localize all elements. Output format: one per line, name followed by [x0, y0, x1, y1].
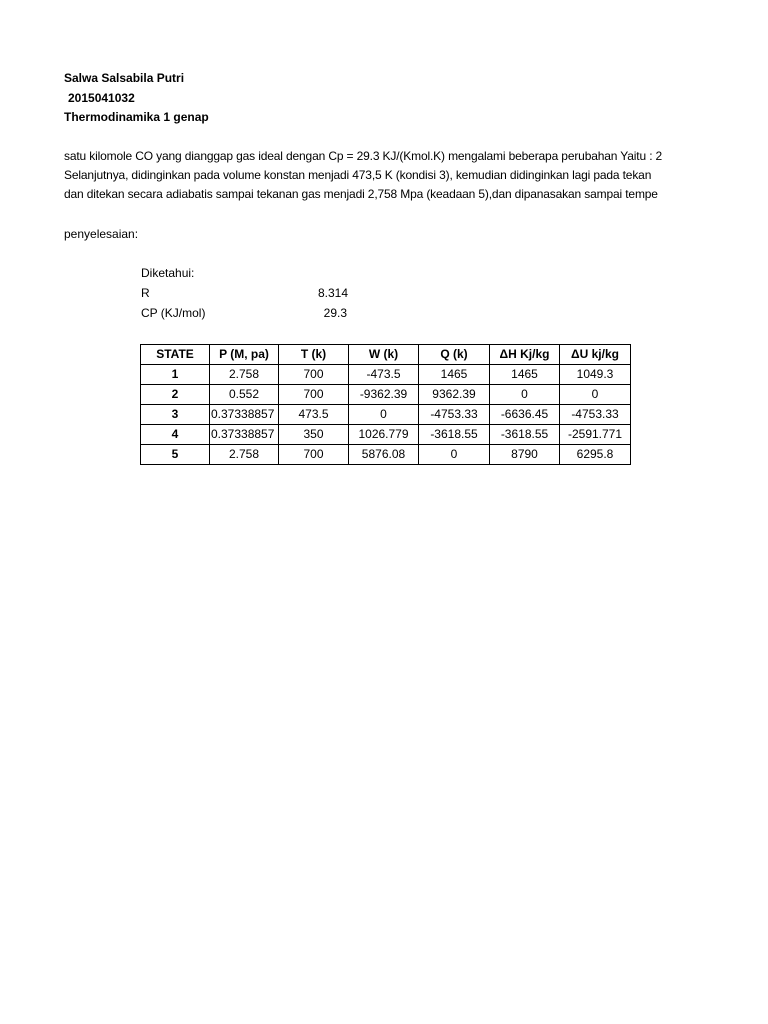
table-cell: 4 [141, 425, 210, 445]
table-cell: 2 [141, 385, 210, 405]
table-cell: 700 [279, 385, 349, 405]
column-header: Q (k) [419, 345, 490, 365]
table-cell: -4753.33 [560, 405, 631, 425]
table-cell: 473.5 [279, 405, 349, 425]
table-cell: 0.552 [210, 385, 279, 405]
table-cell: 0.37338857 [210, 405, 279, 425]
table-cell: 8790 [490, 445, 560, 465]
problem-line: Selanjutnya, didinginkan pada volume konstan menjadi 473,5 K (kondisi 3), kemudian didinginkan lagi pada tekan [64, 167, 652, 182]
given-section [141, 263, 348, 323]
table-cell: 0.37338857 [210, 425, 279, 445]
student-id: 2015041032 [68, 90, 135, 105]
given-value: 29.3 [323, 306, 347, 320]
given-label: R [141, 286, 150, 300]
table-cell: -2591.771 [560, 425, 631, 445]
given-value: 8.314 [317, 286, 348, 300]
table-cell: -6636.45 [490, 405, 560, 425]
given-label: CP (KJ/mol) [141, 306, 206, 320]
table-cell: 1465 [419, 365, 490, 385]
problem-line: dan ditekan secara adiabatis sampai tekanan gas menjadi 2,758 Mpa (keadaan 5),dan dipanasakan sampai tempe [64, 186, 658, 201]
table-cell: 5 [141, 445, 210, 465]
table-row [141, 425, 631, 445]
table-cell: -473.5 [349, 365, 419, 385]
table-cell: -9362.39 [349, 385, 419, 405]
table-cell: -3618.55 [490, 425, 560, 445]
table-cell: 3 [141, 405, 210, 425]
table-header-row [141, 345, 631, 365]
table-cell: 700 [279, 445, 349, 465]
table-cell: 0 [490, 385, 560, 405]
given-title: Diketahui: [141, 266, 195, 280]
column-header: W (k) [349, 345, 419, 365]
table-cell: 6295.8 [560, 445, 631, 465]
table-cell: 0 [560, 385, 631, 405]
problem-line: satu kilomole CO yang dianggap gas ideal dengan Cp = 29.3 KJ/(Kmol.K) mengalami beberapa perubahan Yaitu : 2 [64, 148, 663, 163]
table-cell: -4753.33 [419, 405, 490, 425]
given-row-cp [141, 303, 348, 323]
table-cell: 700 [279, 365, 349, 385]
state-table [140, 344, 631, 465]
table-row [141, 385, 631, 405]
table-row [141, 365, 631, 385]
table-row [141, 405, 631, 425]
table-cell: 2.758 [210, 365, 279, 385]
document-header [64, 69, 209, 128]
table-cell: 1049.3 [560, 365, 631, 385]
table-cell: 0 [419, 445, 490, 465]
table-cell: 1 [141, 365, 210, 385]
table-cell: 0 [349, 405, 419, 425]
course-title: Thermodinamika 1 genap [64, 110, 209, 124]
table-row [141, 445, 631, 465]
table-cell: -3618.55 [419, 425, 490, 445]
column-header: T (k) [279, 345, 349, 365]
column-header: ΔH Kj/kg [490, 345, 560, 365]
column-header: P (M, pa) [210, 345, 279, 365]
solution-label: penyelesaian: [64, 227, 139, 241]
table-cell: 9362.39 [419, 385, 490, 405]
table-cell: 350 [279, 425, 349, 445]
table-cell: 5876.08 [349, 445, 419, 465]
author-name: Salwa Salsabila Putri [64, 71, 185, 85]
problem-statement [64, 147, 662, 204]
table-cell: 1026.779 [349, 425, 419, 445]
table-cell: 1465 [490, 365, 560, 385]
column-header: STATE [141, 345, 210, 365]
column-header: ΔU kj/kg [560, 345, 631, 365]
table-cell: 2.758 [210, 445, 279, 465]
given-row-r [141, 283, 348, 303]
